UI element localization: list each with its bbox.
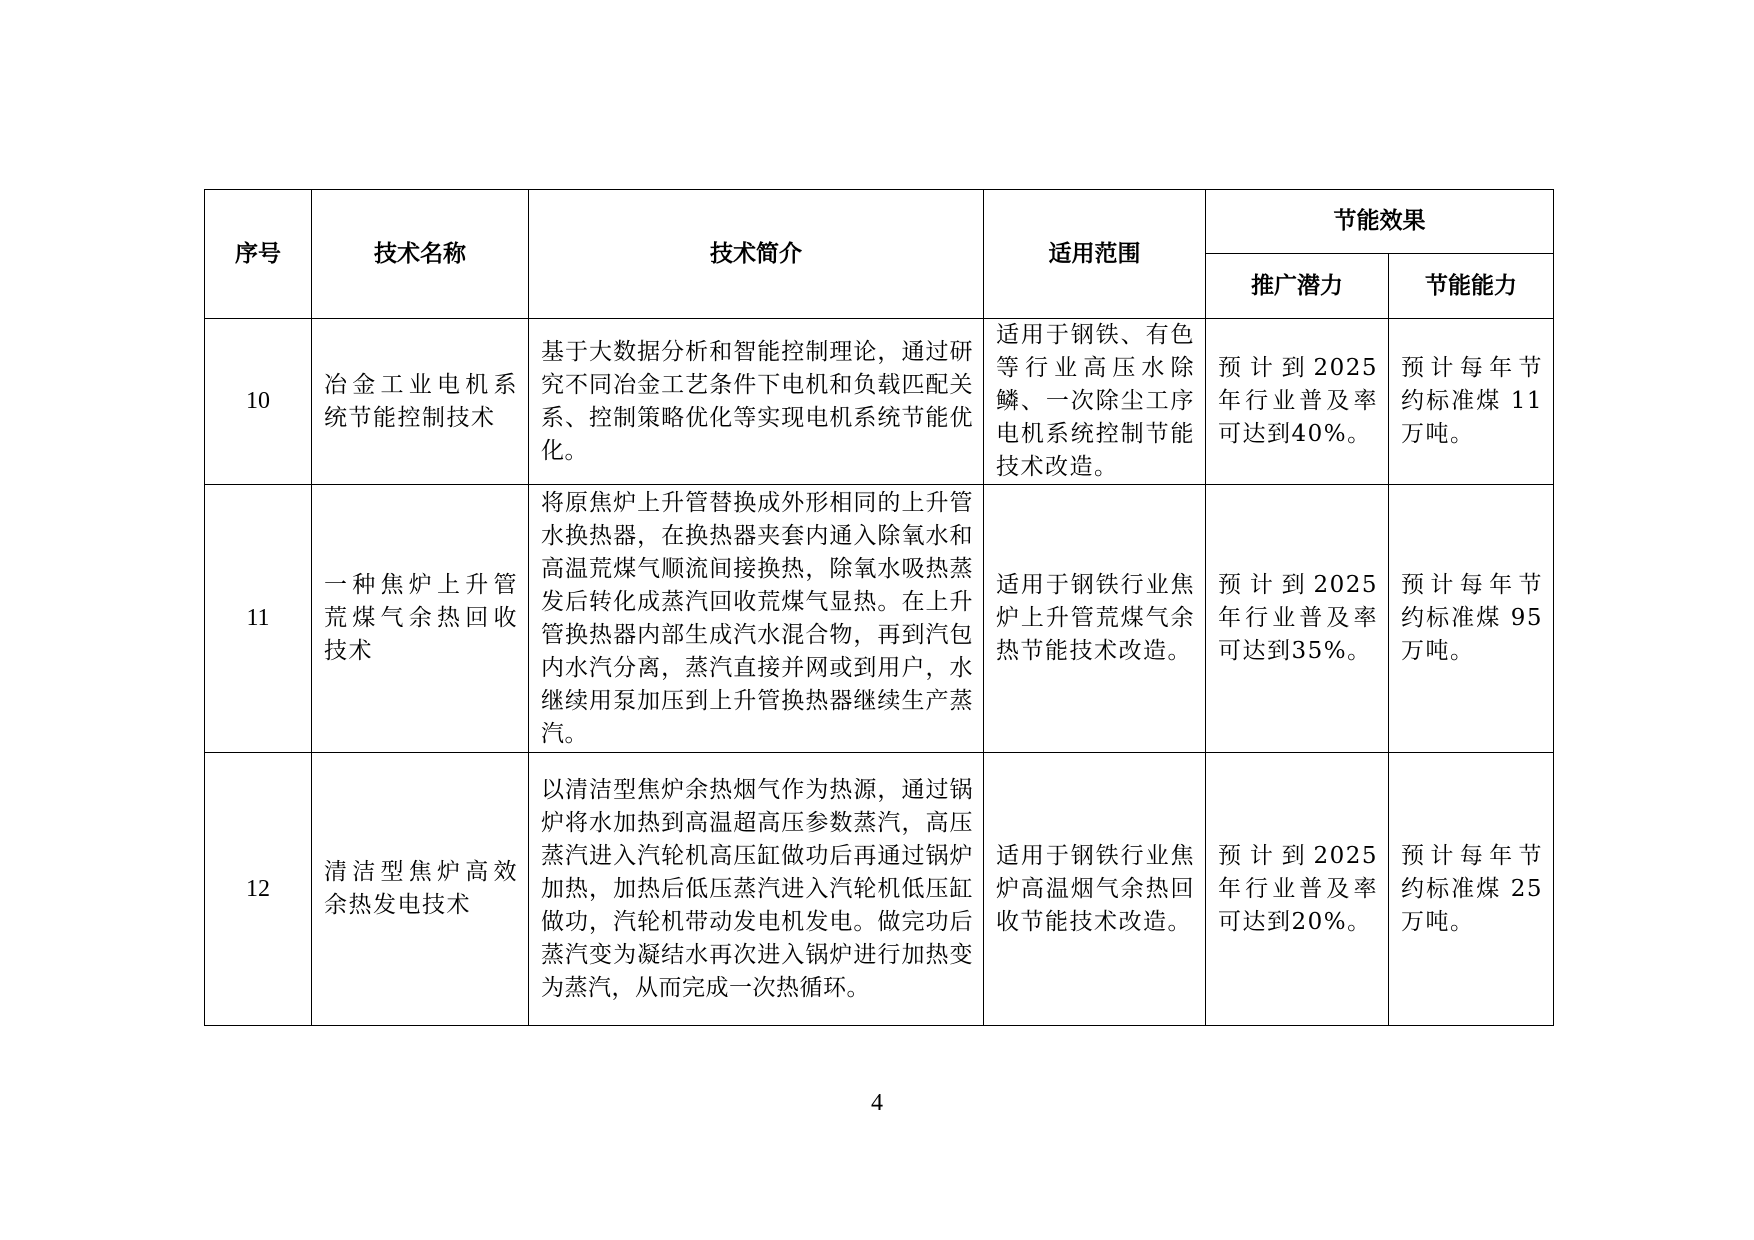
table-row [205, 319, 1554, 485]
capacity: 预计每年节约标准煤 11万吨。 [1401, 355, 1543, 447]
potential: 预计到2025年行业普及率可达到35%。 [1218, 572, 1378, 664]
scope: 适用于钢铁行业焦炉高温烟气余热回收节能技术改造。 [996, 842, 1195, 935]
tech-intro-cell [529, 753, 984, 1026]
table-row [205, 753, 1554, 1026]
header-index: 序号 [205, 190, 312, 319]
capacity: 预计每年节约标准煤 25万吨。 [1401, 842, 1543, 935]
scope-cell [984, 485, 1206, 753]
table-header [205, 190, 1554, 319]
header-potential: 推广潜力 [1206, 254, 1389, 319]
scope: 适用于钢铁行业焦炉上升管荒煤气余热节能技术改造。 [996, 572, 1195, 664]
technology-table [204, 189, 1554, 1026]
header-tech-name: 技术名称 [312, 190, 529, 319]
header-scope: 适用范围 [984, 190, 1206, 319]
tech-name-cell [312, 753, 529, 1026]
tech-intro: 基于大数据分析和智能控制理论，通过研究不同冶金工艺条件下电机和负载匹配关系、控制策略优化等实现电机系统节能优化。 [541, 338, 973, 464]
capacity-cell [1389, 753, 1554, 1026]
header-energy-effect: 节能效果 [1206, 190, 1554, 254]
table-row [205, 485, 1554, 753]
page-number: 4 [871, 1090, 883, 1116]
scope: 适用于钢铁、有色等行业高压水除鳞、一次除尘工序电机系统控制节能技术改造。 [996, 322, 1195, 480]
tech-name: 一种焦炉上升管荒煤气余热回收技术 [324, 572, 518, 664]
capacity: 预计每年节约标准煤 95万吨。 [1401, 572, 1543, 664]
row-index: 12 [205, 753, 312, 1026]
tech-intro-cell [529, 319, 984, 485]
scope-cell [984, 319, 1206, 485]
header-capacity: 节能能力 [1389, 254, 1554, 319]
table-body [205, 319, 1554, 1026]
potential: 预计到2025年行业普及率可达到20%。 [1218, 842, 1378, 935]
row-index: 11 [205, 485, 312, 753]
tech-name: 清洁型焦炉高效余热发电技术 [324, 859, 518, 918]
scope-cell [984, 753, 1206, 1026]
tech-name-cell [312, 485, 529, 753]
potential-cell [1206, 753, 1389, 1026]
tech-intro: 以清洁型焦炉余热烟气作为热源，通过锅炉将水加热到高温超高压参数蒸汽，高压蒸汽进入汽轮机高压缸做功后再通过锅炉加热，加热后低压蒸汽进入汽轮机低压缸做功，汽轮机带动发电机发电。做完功后蒸汽变为凝结水再次进入锅炉进行加热变为蒸汽，从而完成一次热循环。 [541, 776, 973, 1001]
potential-cell [1206, 319, 1389, 485]
capacity-cell [1389, 485, 1554, 753]
potential: 预计到2025年行业普及率可达到40%。 [1218, 355, 1378, 447]
capacity-cell [1389, 319, 1554, 485]
tech-name-cell [312, 319, 529, 485]
tech-name: 冶金工业电机系统节能控制技术 [324, 371, 518, 431]
header-row [205, 190, 1554, 254]
header-tech-intro: 技术简介 [529, 190, 984, 319]
potential-cell [1206, 485, 1389, 753]
row-index: 10 [205, 319, 312, 485]
tech-intro-cell [529, 485, 984, 753]
tech-intro: 将原焦炉上升管替换成外形相同的上升管水换热器，在换热器夹套内通入除氧水和高温荒煤气顺流间接换热，除氧水吸热蒸发后转化成蒸汽回收荒煤气显热。在上升管换热器内部生成汽水混合物，再到汽包内水汽分离，蒸汽直接并网或到用户，水继续用泵加压到上升管换热器继续生产蒸汽。 [541, 489, 973, 747]
